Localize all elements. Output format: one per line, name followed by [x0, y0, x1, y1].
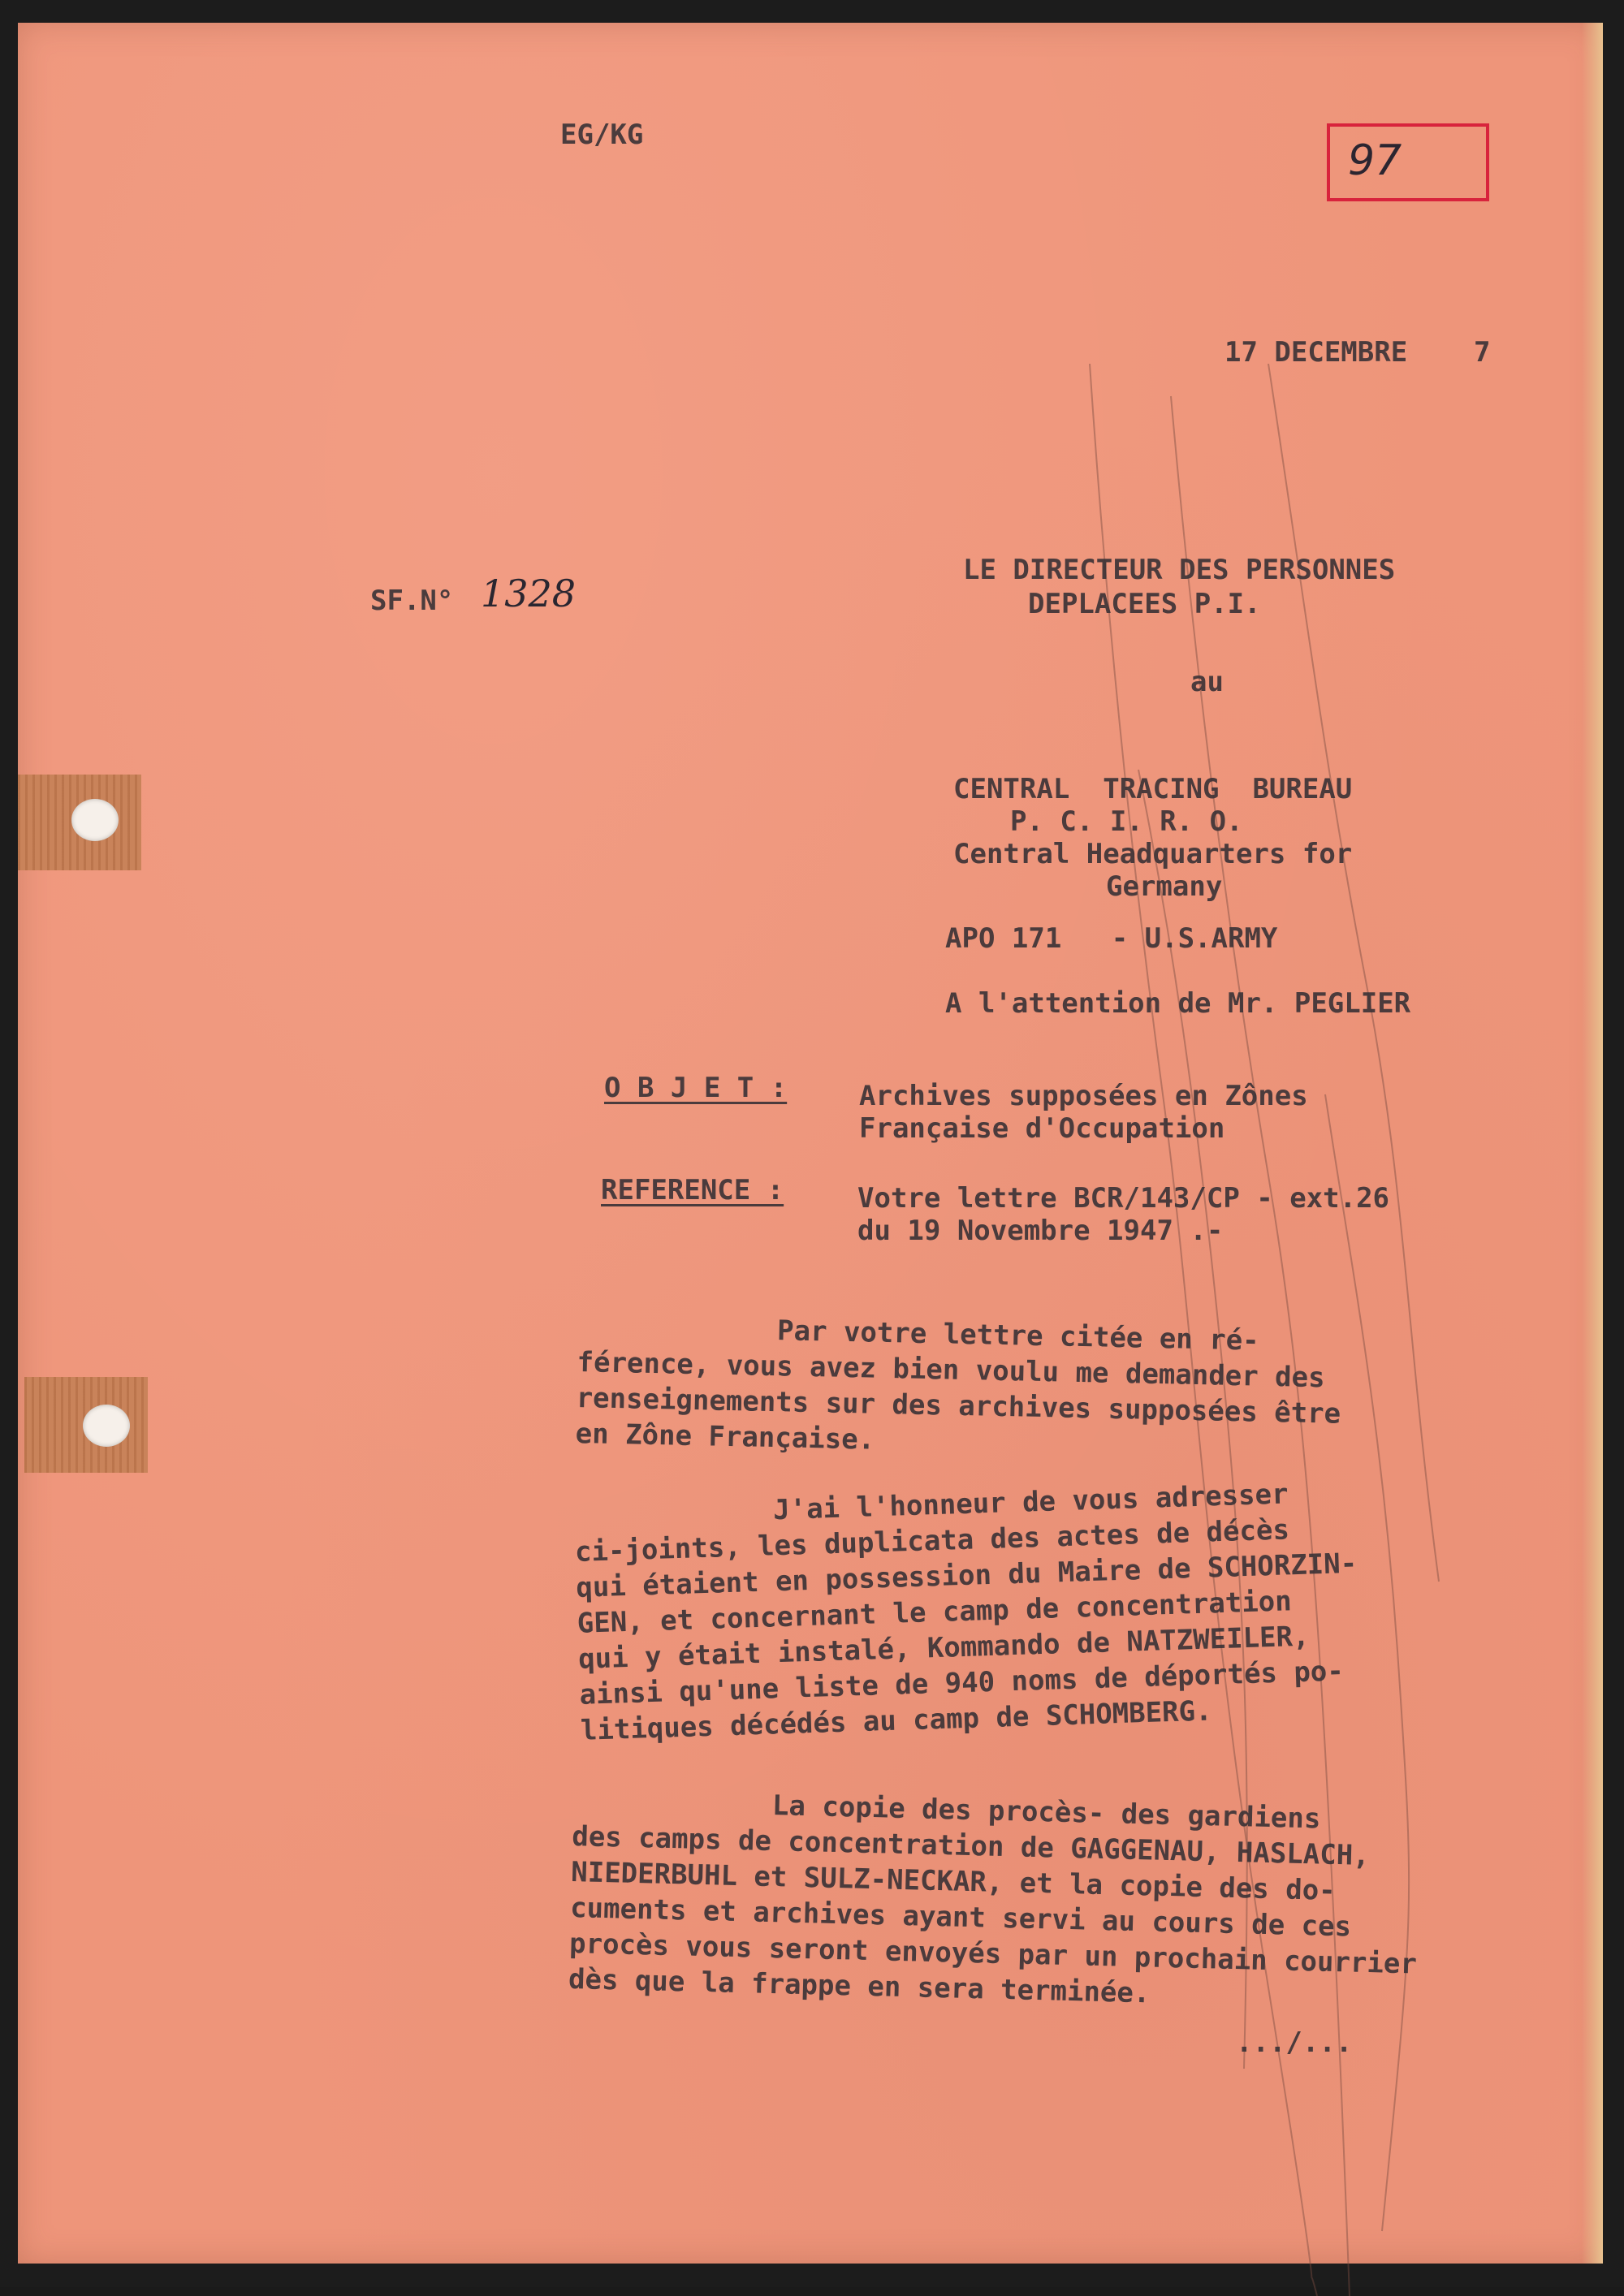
to-word: au	[1190, 666, 1224, 698]
paper-edge	[1582, 23, 1603, 2264]
body-paragraph-3: La copie des procès- des gardiens des camps de concentration de GAGGENAU, HASLACH, NIEDERBUHL et SULZ-NECKAR, et la copie des do- cuments et archives ayant servi au cours de ces procès vous seront envoyés par un prochain courrier dès que la frappe en sera terminée.	[568, 1784, 1418, 2010]
reference-number-value: 1328	[481, 572, 577, 615]
page-number-stamp	[1327, 123, 1489, 201]
letter-date: 17 DECEMBRE 7	[1224, 336, 1491, 369]
document-page	[18, 23, 1603, 2264]
punch-hole	[71, 799, 119, 841]
punch-hole	[83, 1405, 130, 1447]
reference-number-label: SF.N°	[370, 585, 454, 617]
recipient-line-3: Central Headquarters for	[953, 838, 1353, 870]
recipient-line-5: APO 171 - U.S.ARMY	[945, 922, 1278, 955]
recipient-line-2: P. C. I. R. O.	[1010, 805, 1243, 838]
reference-label: REFERENCE :	[601, 1174, 784, 1206]
subject-line-1: Archives supposées en Zônes	[859, 1080, 1308, 1112]
recipient-line-4: Germany	[1106, 870, 1223, 903]
subject-label: O B J E T :	[604, 1072, 788, 1104]
reference-line-1: Votre lettre BCR/143/CP - ext.26	[857, 1182, 1390, 1215]
body-paragraph-2: J'ai l'honneur de vous adresser ci-joints, les duplicata des actes de décès qui étaient en possession du Maire de SCHORZIN- GEN, et concernant le camp de concentration qui y était instalé, Kommando de NATZWEILER, ainsi qu'une liste de 940 noms de déportés po- litiques décédés au camp de SCHOMBERG.	[573, 1478, 1358, 1747]
sender-line-2: DEPLACEES P.I.	[1028, 588, 1261, 620]
sender-line-1: LE DIRECTEUR DES PERSONNES	[963, 554, 1396, 586]
recipient-line-1: CENTRAL TRACING BUREAU	[953, 773, 1353, 805]
recipient-attention: A l'attention de Mr. PEGLIER	[945, 987, 1411, 1020]
continuation-mark: .../...	[1236, 2026, 1353, 2059]
body-paragraph-1: Par votre lettre citée en ré- férence, vous avez bien voulu me demander des renseignements sur des archives supposées être en Zône Française.	[575, 1310, 1341, 1457]
reference-line-2: du 19 Novembre 1947 .-	[857, 1215, 1224, 1247]
punch-hole-strip-top	[18, 775, 141, 870]
page-number: 97	[1348, 136, 1402, 185]
initials: EG/KG	[560, 119, 644, 151]
punch-hole-strip-bottom	[24, 1377, 148, 1473]
subject-line-2: Française d'Occupation	[859, 1112, 1225, 1145]
